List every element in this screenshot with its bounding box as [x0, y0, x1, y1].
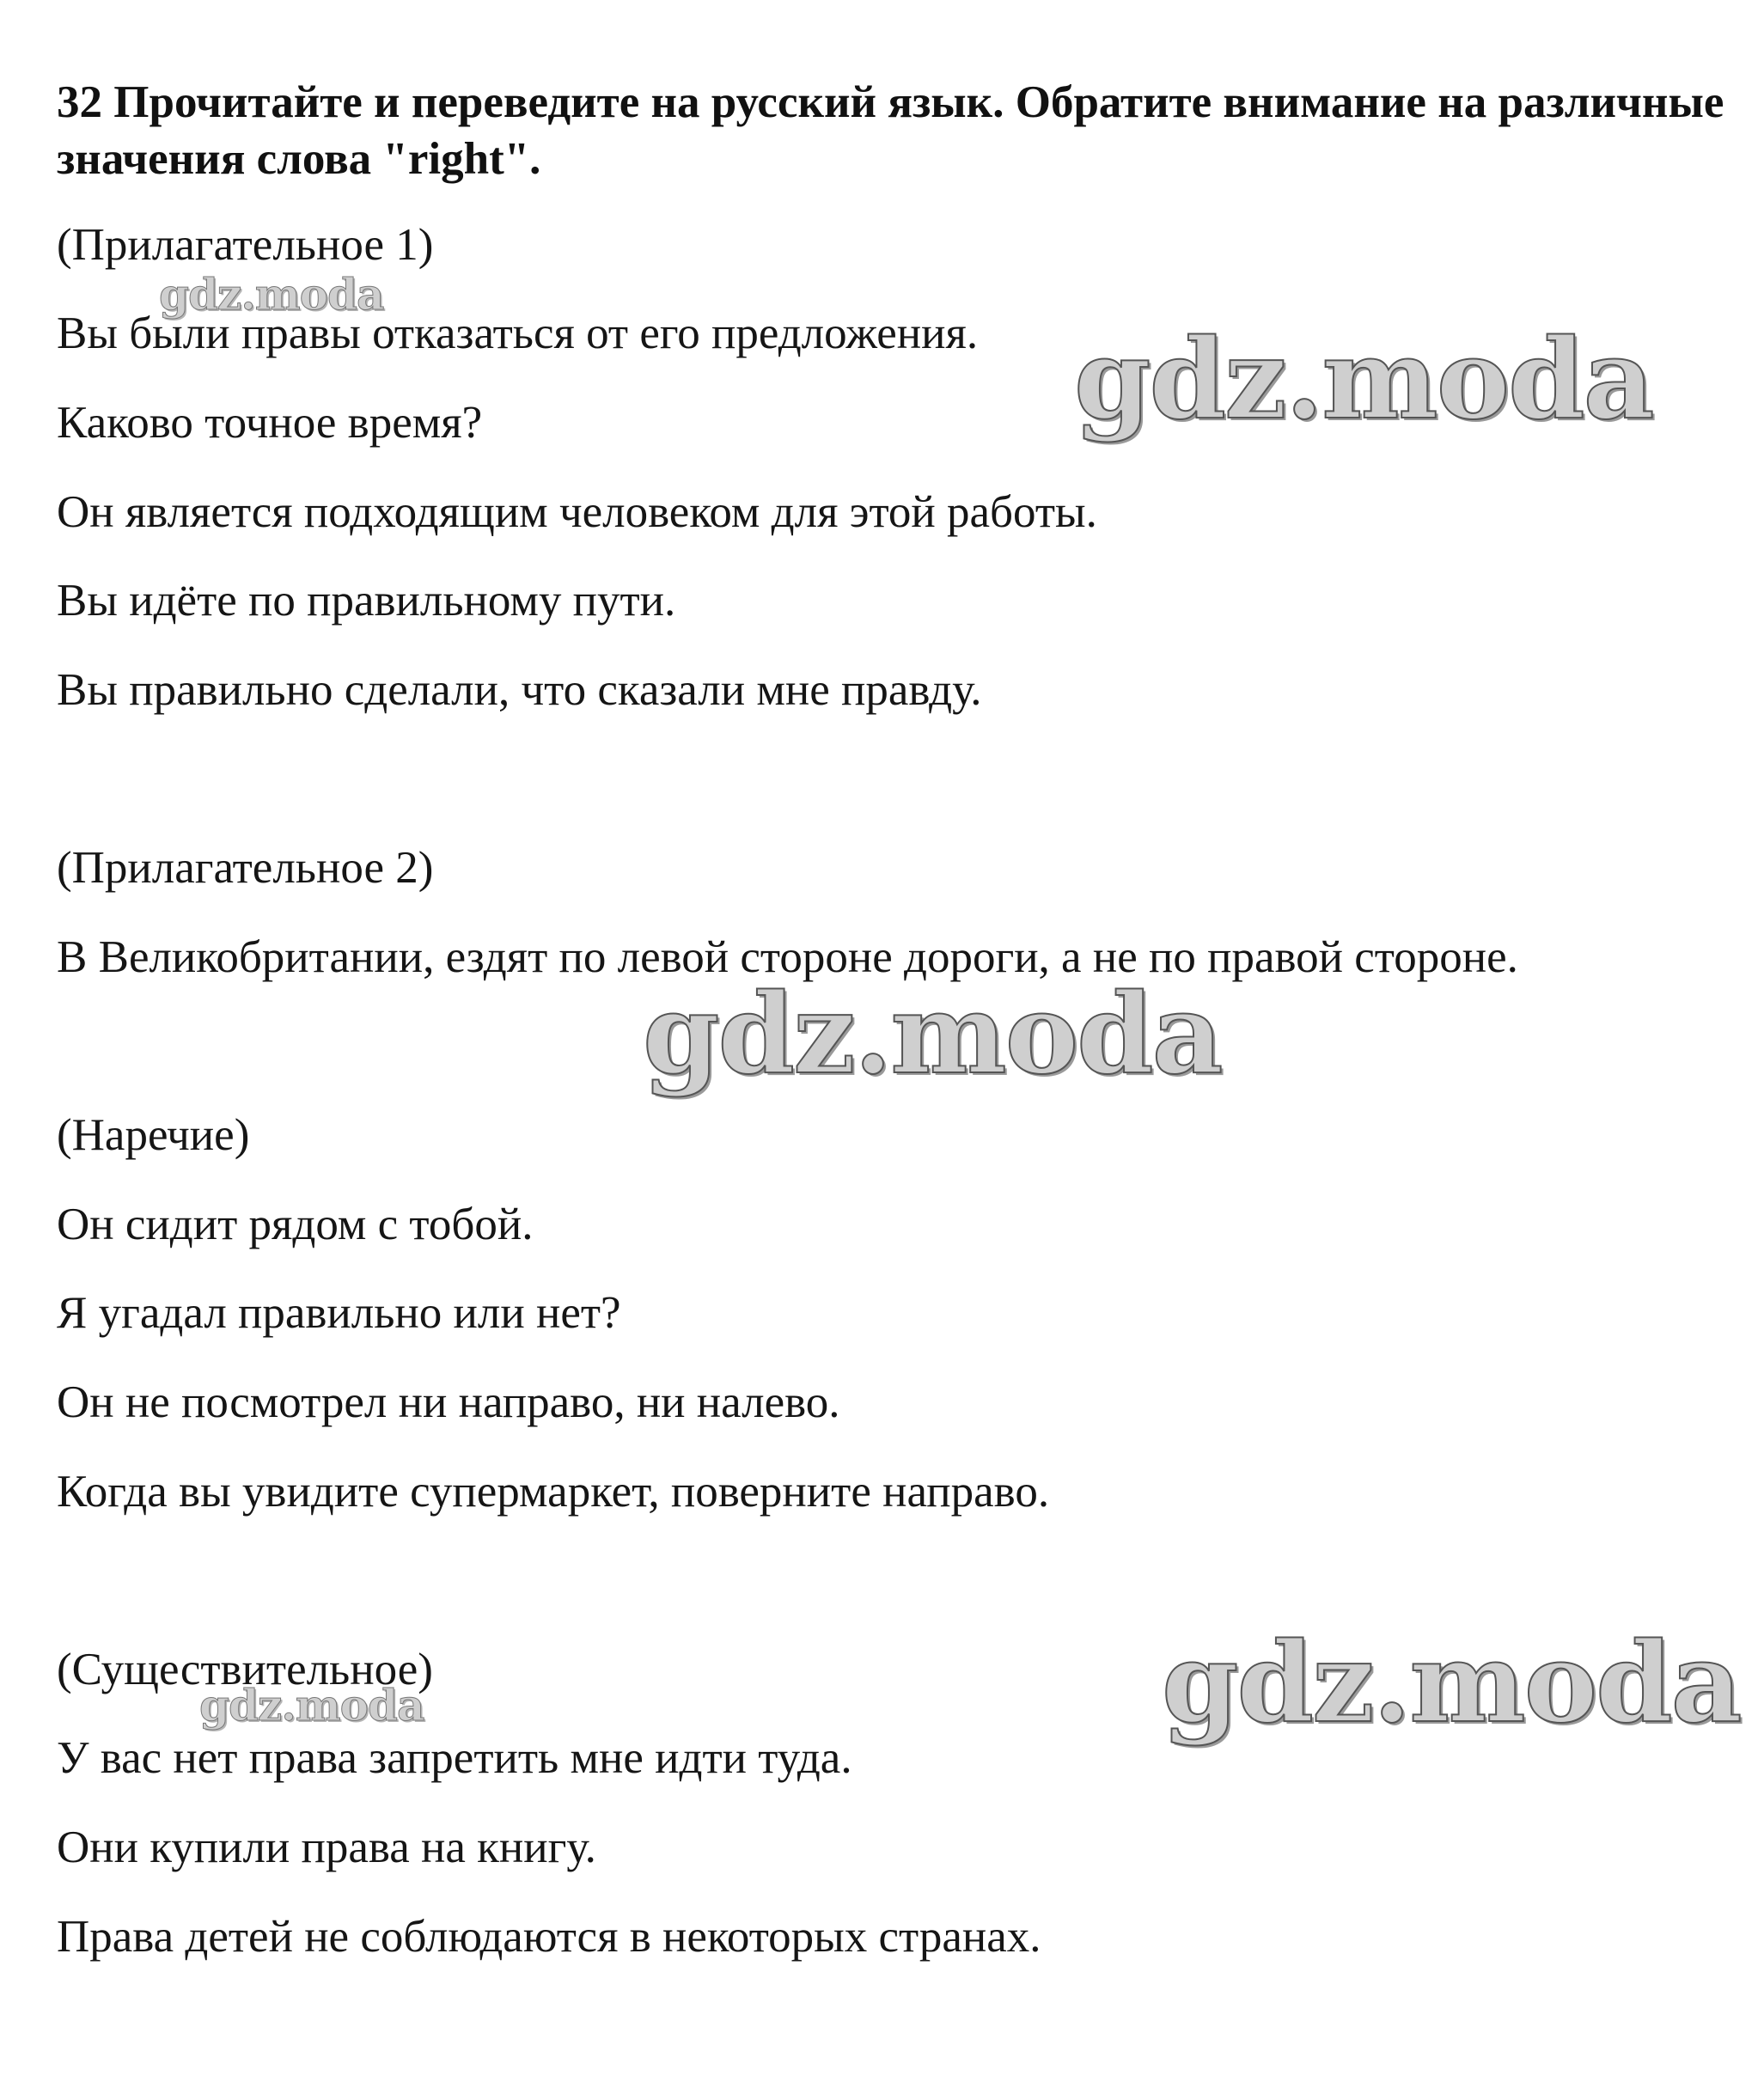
section-heading: (Прилагательное 1) [57, 220, 434, 270]
section-heading: (Наречие) [57, 1110, 250, 1160]
watermark: gdz.moda [643, 970, 1222, 1099]
sentence-line: Вы идёте по правильному пути. [57, 576, 676, 626]
sentence-line: Когда вы увидите супермаркет, поверните направо. [57, 1467, 1050, 1517]
watermark: gdz.moda [1074, 315, 1653, 444]
watermark: gdz.moda [159, 269, 384, 320]
sentence-line: Они купили права на книгу. [57, 1822, 596, 1872]
sentence-line: В Великобритании, ездят по левой стороне дороги, а не по правой стороне. [57, 932, 1518, 982]
sentence-line: Он не посмотрел ни направо, ни налево. [57, 1377, 840, 1427]
section-heading: (Прилагательное 2) [57, 843, 434, 893]
sentence-line: Я угадал правильно или нет? [57, 1288, 621, 1338]
sentence-line: Каково точное время? [57, 398, 483, 448]
sentence-line: Вы были правы отказаться от его предложения. [57, 308, 979, 358]
sentence-line: Он является подходящим человеком для этой работы. [57, 487, 1097, 537]
watermark: gdz.moda [1162, 1619, 1741, 1748]
sentence-line: Вы правильно сделали, что сказали мне правду. [57, 665, 982, 715]
exercise-title: 32 Прочитайте и переведите на русский язык. Обратите внимание на различные значения слова "right". [57, 77, 1724, 184]
sentence-line: У вас нет права запретить мне идти туда. [57, 1733, 852, 1783]
sentence-line: Он сидит рядом с тобой. [57, 1200, 534, 1249]
watermark: gdz.moda [199, 1680, 424, 1731]
section-heading: (Существительное) [57, 1645, 433, 1694]
sentence-line: Права детей не соблюдаются в некоторых странах. [57, 1912, 1041, 1962]
